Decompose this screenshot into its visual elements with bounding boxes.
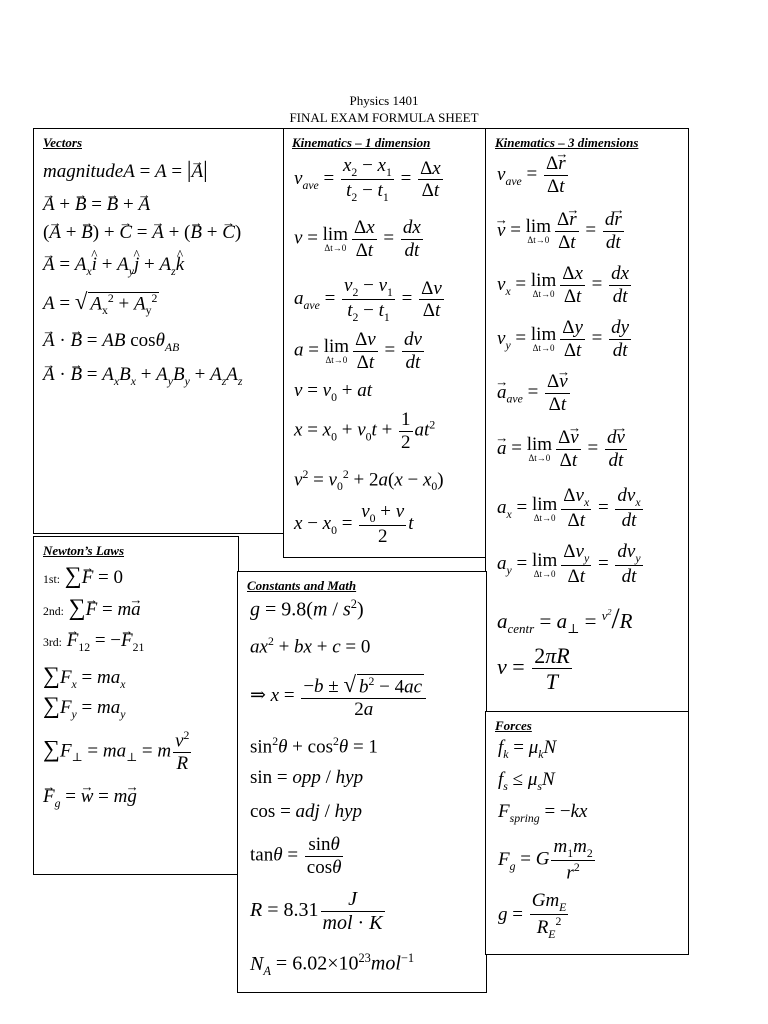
formula-sum-f-perp: $\sum F_\perp = ma_\perp = m$ $\frac{v^2}{R}$ (43, 729, 190, 775)
formula-v-vector: → v = lim Δt→0 $\frac{\Delta\to r}{\Delta t}$ = $\frac{d\to r}{dt}$ (497, 209, 626, 254)
page-title: FINAL EXAM FORMULA SHEET (289, 110, 479, 125)
formula-vector-components: → $A = A_x\^{}$ $i + A_y\^{}$ $j + A_z\^{}$ k (43, 255, 184, 279)
formula-spring-force: $F_{spring} = -kx$ (498, 801, 588, 825)
formula-a-vector: → a = lim Δt→0 $\frac{\Delta\to v}{\Delta t}$ = $\frac{d\to v}{dt}$ (497, 427, 629, 472)
formula-a-ave-vector: → $a_{ave}$ = $\frac{\Delta\to v}{\Delta t}$ (497, 371, 572, 416)
formula-pythagorean-identity: $\sin^2\theta + \cos^2\theta = 1$ (250, 735, 378, 758)
constants-math-title: Constants and Math (247, 578, 357, 593)
formula-vx: $v_x$ = lim Δt→0 $\frac{\Delta x}{\Delta t}$ = $\frac{dx}{dt}$ (497, 263, 630, 307)
formula-v-ave: $v_{ave}$ = $\frac{x_2 - x_1}{t_2 - t_1}$ = $\frac{\Delta x}{\Delta t}$ (294, 155, 441, 205)
formula-quadratic: $ax^2$ + bx + c = 0 (250, 635, 371, 658)
formula-sum-fx: $\sum F_x = ma_x$ (43, 663, 126, 691)
formula-dot-product-components: → A · → $B = A_xB_x + A_yB_y + A_zA_z$ (43, 365, 242, 389)
formula-quadratic-solution: ⇒ x = $\frac{-b \pm √ b^2 - 4ac}{2a}$ (250, 672, 428, 721)
second-law-label: 2nd: (43, 605, 64, 618)
formula-vector-magnitude: A = √ $A_x^2 + A_y^2$ (43, 289, 158, 317)
kinematics-3d-title: Kinematics – 3 dimensions (495, 135, 639, 150)
formula-v-linear: $v = v_0$ + at (294, 380, 372, 404)
formula-gravity-constant: $g = 9.8(m / s^2)$ (250, 597, 364, 621)
formula-x-position: $x = x_0 + v_0t$ + $\frac{1}{2}$ $at^2$ (294, 409, 436, 453)
first-law-label: 1st: (43, 573, 60, 586)
formula-v-squared: $v^2 = v_0^2 + 2a(x - x_0)$ (294, 468, 444, 494)
formula-kinetic-friction: $f_k = \mu_kN$ (498, 737, 557, 761)
formula-weight: → $F_g$ = → w = m→ g (43, 787, 137, 811)
formula-gravitational-force: $F_g = G$ $\frac{m_1m_2}{r^2}$ (498, 836, 593, 884)
formula-v-instant: v = lim Δt→0 $\frac{\Delta x}{\Delta t}$ = $\frac{dx}{dt}$ (294, 217, 421, 261)
kinematics-1d-box (283, 128, 487, 558)
formula-a-instant: a = lim Δt→0 $\frac{\Delta v}{\Delta t}$ = $\frac{dv}{dt}$ (294, 329, 422, 373)
forces-title: Forces (495, 718, 532, 733)
newtons-laws-title: Newton’s Laws (43, 543, 125, 558)
formula-displacement-avg: $x - x_0$ = $\frac{v_0 + v}{2}$ t (294, 501, 414, 548)
kinematics-1d-title: Kinematics – 1 dimension (292, 135, 431, 150)
forces-box (485, 711, 689, 955)
newtons-laws-box (33, 536, 239, 875)
formula-vector-add-commutative: → A + → B = → B + → A (43, 195, 150, 216)
formula-vy: $v_y$ = lim Δt→0 $\frac{\Delta y}{\Delta t}$ = $\frac{dy}{dt}$ (497, 317, 630, 361)
formula-gas-constant: R = 8.31 $\frac{J}{\text{mol · K}}$ (250, 888, 383, 934)
formula-magnitude: magnitudeA = A = |→ A| (43, 157, 208, 183)
formula-static-friction: $f_s \le \mu_sN$ (498, 769, 555, 793)
formula-sine: sin = opp / hyp (250, 767, 364, 788)
formula-vector-add-associative: (→ A + → B) + → C = → A + (→ B + → C) (43, 223, 241, 244)
course-name: Physics 1401 (349, 93, 419, 108)
formula-v-ave-vector: $v_{ave}$ = $\frac{\Delta\to r}{\Delta t}$ (497, 153, 570, 198)
formula-tangent: tanθ = $\frac{\sin\theta}{\cos\theta}$ (250, 834, 342, 878)
formula-a-ave: $a_{ave}$ = $\frac{v_2 - v_1}{t_2 - t_1}$ = $\frac{\Delta v}{\Delta t}$ (294, 275, 442, 325)
vectors-box (33, 128, 285, 534)
formula-newton-first: 1st: ∑→ F = 0 (43, 563, 123, 589)
formula-sum-fy: $\sum F_y = ma_y$ (43, 693, 126, 721)
formula-surface-gravity: g = $\frac{Gm_E}{R_E^2}$ (498, 890, 567, 941)
formula-a-centripetal: $a_{centr} = a_\perp = ^{v^2}/R$ (497, 603, 633, 637)
constants-math-box (237, 571, 487, 993)
kinematics-3d-box (485, 128, 689, 712)
formula-newton-third: 3rd: → $F_{12}$ = −→ $F_{21}$ (43, 631, 144, 655)
formula-newton-second: 2nd: ∑→ F = m→ a (43, 595, 141, 621)
third-law-label: 3rd: (43, 636, 62, 649)
formula-avogadro: $N_A = 6.02\times 10^{23}mol^{-1}$ (250, 951, 415, 978)
formula-cosine: cos = adj / hyp (250, 801, 363, 822)
vectors-title: Vectors (43, 135, 82, 150)
formula-orbital-velocity: v = $\frac{2\pi R}{T}$ (497, 643, 570, 695)
formula-dot-product: → A · → B = AB cosθ$_{AB}$ (43, 331, 179, 355)
formula-ay: $a_y$ = lim Δt→0 $\frac{\Delta v_y}{\Delta t}$ = $\frac{dv_y}{dt}$ (497, 541, 641, 588)
formula-ax: $a_x$ = lim Δt→0 $\frac{\Delta v_x}{\Delta t}$ = $\frac{dv_x}{dt}$ (497, 485, 641, 532)
